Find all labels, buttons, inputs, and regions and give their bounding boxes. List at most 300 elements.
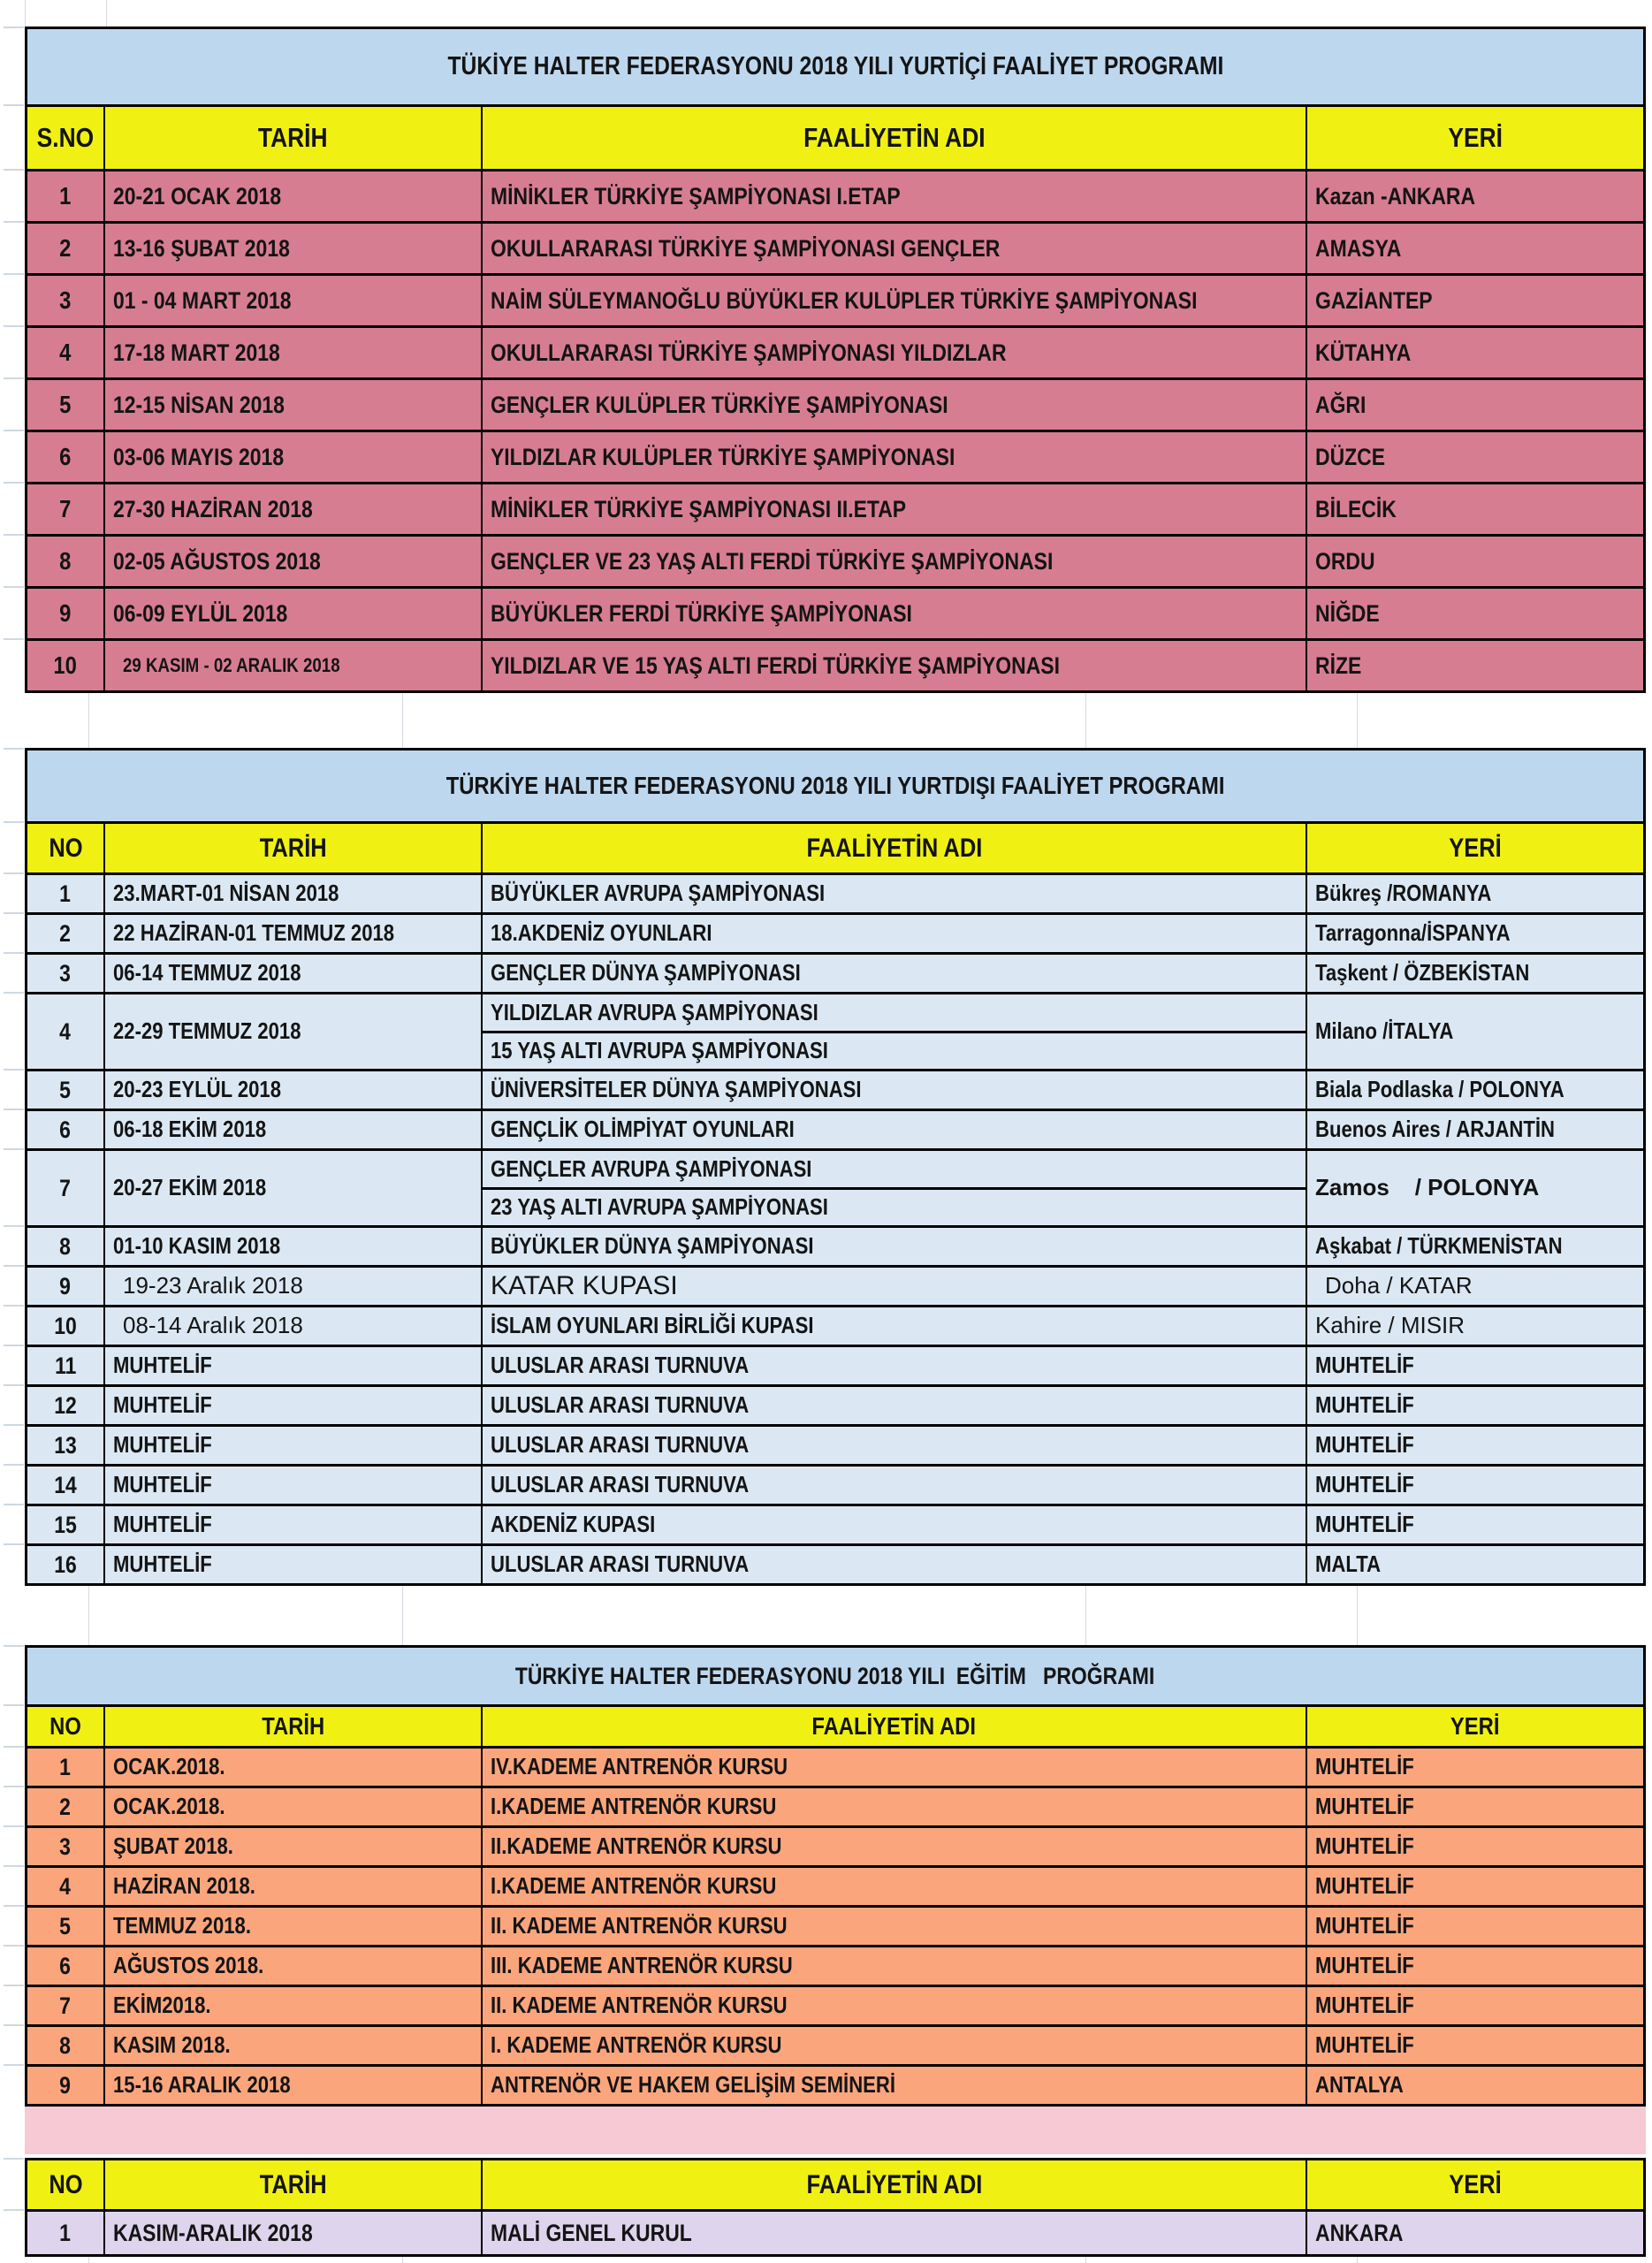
cell-date bbox=[105, 1947, 483, 1985]
cell-text: Aşkabat / TÜRKMENİSTAN bbox=[1315, 1232, 1563, 1260]
table-row bbox=[27, 641, 1643, 690]
cell-text: 22-29 TEMMUZ 2018 bbox=[113, 1017, 301, 1045]
cell-text: 6 bbox=[59, 1952, 72, 1979]
table-row bbox=[27, 955, 1643, 994]
cell-text: 9 bbox=[59, 2071, 72, 2099]
cell-text: 8 bbox=[59, 1232, 72, 1260]
gridline-artifact bbox=[106, 0, 107, 27]
table-row bbox=[27, 537, 1643, 589]
cell-text: BİLECİK bbox=[1315, 495, 1397, 522]
cell-place bbox=[1307, 1111, 1643, 1148]
cell-date bbox=[105, 589, 483, 638]
gridline-artifact bbox=[402, 2257, 403, 2263]
cell-text: 08-14 Aralık 2018 bbox=[123, 1312, 303, 1339]
cell-date bbox=[105, 484, 483, 534]
cell-activity bbox=[483, 1788, 1307, 1825]
cell-activity bbox=[483, 1828, 1307, 1865]
table-row bbox=[27, 1506, 1643, 1546]
cell-text: MUHTELİF bbox=[1315, 1872, 1414, 1900]
cell-text: 4 bbox=[59, 339, 72, 367]
cell-text: 13-16 ŞUBAT 2018 bbox=[113, 234, 290, 262]
cell-text: MUHTELİF bbox=[1315, 1391, 1414, 1419]
cell-no bbox=[27, 915, 105, 952]
cell-place bbox=[1307, 1347, 1643, 1384]
table-row bbox=[27, 1908, 1643, 1947]
cell-place bbox=[1307, 1151, 1643, 1225]
cell-text: 2 bbox=[59, 919, 72, 947]
cell-text: 01 - 04 MART 2018 bbox=[113, 286, 292, 314]
cell-date bbox=[105, 1987, 483, 2024]
cell-no bbox=[27, 1868, 105, 1905]
table-row-merged bbox=[27, 994, 1643, 1071]
cell-text: NAİM SÜLEYMANOĞLU BÜYÜKLER KULÜPLER TÜRKİYE ŞAMPİYONASI bbox=[491, 286, 1198, 314]
cell-activity bbox=[483, 276, 1307, 325]
cell-activity bbox=[483, 1467, 1307, 1504]
cell-text: 9 bbox=[59, 1272, 72, 1299]
cell-date bbox=[105, 1788, 483, 1825]
table-row bbox=[27, 276, 1643, 328]
cell-text: I. KADEME ANTRENÖR KURSU bbox=[491, 2031, 782, 2059]
cell-place bbox=[1307, 1947, 1643, 1985]
header-no-text: S.NO bbox=[36, 121, 95, 153]
cell-date bbox=[105, 1427, 483, 1464]
header-no bbox=[27, 824, 105, 872]
cell-place bbox=[1307, 1268, 1643, 1305]
cell-text: AMASYA bbox=[1315, 234, 1402, 262]
cell-place bbox=[1307, 224, 1643, 273]
table-row bbox=[27, 1307, 1643, 1347]
cell-no bbox=[27, 994, 105, 1069]
cell-text: BÜYÜKLER AVRUPA ŞAMPİYONASI bbox=[491, 880, 826, 907]
header-row bbox=[27, 2160, 1643, 2212]
header-no-text: NO bbox=[48, 2169, 83, 2199]
cell-text: 12 bbox=[54, 1391, 77, 1419]
cell-activity bbox=[483, 2212, 1307, 2254]
cell-place bbox=[1307, 1506, 1643, 1543]
cell-text: Kazan -ANKARA bbox=[1315, 182, 1476, 210]
table-title bbox=[27, 751, 1643, 824]
cell-text: 7 bbox=[59, 1992, 72, 2019]
cell-text: Zamos / POLONYA bbox=[1315, 1174, 1540, 1201]
cell-place bbox=[1307, 171, 1643, 221]
cell-text: KÜTAHYA bbox=[1315, 339, 1412, 366]
cell-place bbox=[1307, 432, 1643, 482]
cell-text: 10 bbox=[53, 651, 78, 680]
cell-date bbox=[105, 1111, 483, 1148]
cell-text: KATAR KUPASI bbox=[491, 1271, 678, 1301]
cell-text: 18.AKDENİZ OYUNLARI bbox=[491, 919, 712, 947]
header-activity-text: FAALİYETİN ADI bbox=[803, 121, 986, 153]
header-date-text: TARİH bbox=[259, 2169, 327, 2199]
cell-no bbox=[27, 875, 105, 912]
cell-activity bbox=[483, 1268, 1307, 1305]
cell-no bbox=[27, 641, 105, 690]
cell-date bbox=[105, 1868, 483, 1905]
cell-text: Milano /İTALYA bbox=[1315, 1017, 1454, 1045]
cell-text: GENÇLER DÜNYA ŞAMPİYONASI bbox=[491, 959, 801, 987]
cell-activity bbox=[483, 484, 1307, 534]
header-row bbox=[27, 1707, 1643, 1749]
cell-no bbox=[27, 1111, 105, 1148]
table-row bbox=[27, 915, 1643, 955]
gridline-artifact bbox=[1085, 693, 1086, 748]
cell-text: 7 bbox=[59, 1174, 72, 1201]
cell-text: MİNİKLER TÜRKİYE ŞAMPİYONASI II.ETAP bbox=[491, 495, 907, 522]
cell-place bbox=[1307, 1467, 1643, 1504]
gridline-artifact bbox=[1085, 2257, 1086, 2263]
cell-date bbox=[105, 1151, 483, 1225]
header-place-text: YERİ bbox=[1450, 1712, 1500, 1741]
cell-date bbox=[105, 432, 483, 482]
header-activity bbox=[483, 824, 1307, 872]
cell-activity bbox=[483, 380, 1307, 430]
cell-text: HAZİRAN 2018. bbox=[113, 1872, 255, 1900]
cell-no bbox=[27, 1749, 105, 1786]
cell-activity-top bbox=[483, 994, 1306, 1033]
cell-text: MİNİKLER TÜRKİYE ŞAMPİYONASI I.ETAP bbox=[491, 182, 901, 210]
header-activity bbox=[483, 2160, 1307, 2209]
cell-text: MUHTELİF bbox=[1315, 1912, 1414, 1939]
cell-text: KASIM-ARALIK 2018 bbox=[113, 2219, 313, 2246]
cell-text: 1 bbox=[59, 1753, 72, 1780]
cell-text: 06-09 EYLÜL 2018 bbox=[113, 599, 288, 627]
sheet-gap bbox=[25, 693, 1646, 748]
gridline-artifact bbox=[25, 0, 26, 27]
cell-date bbox=[105, 1071, 483, 1109]
header-place bbox=[1307, 2160, 1643, 2209]
cell-place bbox=[1307, 2027, 1643, 2064]
cell-activity bbox=[483, 1071, 1307, 1109]
cell-activity bbox=[483, 1427, 1307, 1464]
header-no bbox=[27, 1707, 105, 1746]
cell-text: 15-16 ARALIK 2018 bbox=[113, 2071, 291, 2099]
header-row bbox=[27, 824, 1643, 875]
cell-no bbox=[27, 589, 105, 638]
table-row bbox=[27, 1347, 1643, 1387]
gridline-artifact bbox=[1357, 1586, 1358, 1645]
cell-place bbox=[1307, 1828, 1643, 1865]
cell-text: GENÇLİK OLİMPİYAT OYUNLARI bbox=[491, 1116, 795, 1143]
cell-text: ÜNİVERSİTELER DÜNYA ŞAMPİYONASI bbox=[491, 1076, 862, 1103]
header-no-text: NO bbox=[49, 1712, 81, 1741]
cell-activity bbox=[483, 328, 1307, 377]
cell-text: 11 bbox=[54, 1352, 77, 1379]
cell-text: OCAK.2018. bbox=[113, 1793, 225, 1820]
cell-place bbox=[1307, 1788, 1643, 1825]
table-row bbox=[27, 1868, 1643, 1908]
cell-activity bbox=[483, 2067, 1307, 2104]
header-activity-text: FAALİYETİN ADI bbox=[806, 2169, 982, 2199]
cell-text: III. KADEME ANTRENÖR KURSU bbox=[491, 1952, 793, 1979]
cell-text: 16 bbox=[54, 1551, 77, 1578]
cell-text: MUHTELİF bbox=[1315, 1832, 1414, 1860]
cell-no bbox=[27, 380, 105, 430]
table-row bbox=[27, 1268, 1643, 1307]
cell-text: AĞRI bbox=[1315, 391, 1367, 418]
cell-activity bbox=[483, 915, 1307, 952]
table-row bbox=[27, 1111, 1643, 1151]
table-row bbox=[27, 589, 1643, 641]
cell-place bbox=[1307, 875, 1643, 912]
cell-date bbox=[105, 994, 483, 1069]
cell-no bbox=[27, 1151, 105, 1225]
cell-text: MUHTELİF bbox=[1315, 1952, 1414, 1979]
cell-place bbox=[1307, 2067, 1643, 2104]
cell-place bbox=[1307, 641, 1643, 690]
table-row-merged bbox=[27, 1151, 1643, 1228]
header-row bbox=[27, 107, 1643, 171]
cell-activity bbox=[483, 1111, 1307, 1148]
table-row bbox=[27, 1987, 1643, 2027]
table-title bbox=[27, 29, 1643, 107]
cell-text: 3 bbox=[59, 1832, 72, 1860]
cell-date bbox=[105, 1749, 483, 1786]
cell-text: 29 KASIM - 02 ARALIK 2018 bbox=[123, 654, 340, 677]
cell-activity-top bbox=[483, 1151, 1306, 1190]
cell-place bbox=[1307, 1987, 1643, 2024]
cell-no bbox=[27, 1307, 105, 1345]
cell-no bbox=[27, 1268, 105, 1305]
cell-text: 20-21 OCAK 2018 bbox=[113, 182, 282, 210]
cell-place bbox=[1307, 1546, 1643, 1583]
cell-activity-split bbox=[483, 1151, 1307, 1225]
cell-text: MUHTELİF bbox=[1315, 1352, 1414, 1379]
cell-no bbox=[27, 484, 105, 534]
cell-text: GENÇLER KULÜPLER TÜRKİYE ŞAMPİYONASI bbox=[491, 391, 948, 418]
cell-date bbox=[105, 641, 483, 690]
cell-text: ULUSLAR ARASI TURNUVA bbox=[491, 1352, 750, 1379]
cell-text: RİZE bbox=[1315, 651, 1362, 679]
cell-text: ULUSLAR ARASI TURNUVA bbox=[491, 1391, 750, 1419]
cell-text: MUHTELİF bbox=[1315, 1992, 1414, 2019]
cell-no bbox=[27, 2067, 105, 2104]
cell-text: 01-10 KASIM 2018 bbox=[113, 1232, 281, 1260]
gridline-artifact bbox=[1085, 1586, 1086, 1645]
cell-activity-bottom bbox=[483, 1033, 1306, 1070]
cell-date bbox=[105, 2027, 483, 2064]
cell-date bbox=[105, 955, 483, 992]
cell-place bbox=[1307, 915, 1643, 952]
cell-no bbox=[27, 1947, 105, 1985]
header-place-text: YERİ bbox=[1448, 121, 1503, 153]
cell-text: I.KADEME ANTRENÖR KURSU bbox=[491, 1872, 777, 1900]
table-row bbox=[27, 1467, 1643, 1506]
cell-activity bbox=[483, 171, 1307, 221]
cell-text: II. KADEME ANTRENÖR KURSU bbox=[491, 1992, 788, 2019]
cell-text: MUHTELİF bbox=[1315, 1753, 1414, 1780]
cell-text: AĞUSTOS 2018. bbox=[113, 1952, 264, 1979]
header-activity-text: FAALİYETİN ADI bbox=[811, 1712, 977, 1741]
cell-text: 8 bbox=[59, 547, 72, 575]
general-assembly-table bbox=[25, 2158, 1646, 2257]
cell-text: NİĞDE bbox=[1315, 599, 1380, 627]
cell-no bbox=[27, 1071, 105, 1109]
table-title bbox=[27, 1648, 1643, 1707]
cell-place bbox=[1307, 276, 1643, 325]
cell-text: 19-23 Aralık 2018 bbox=[123, 1272, 303, 1299]
cell-date bbox=[105, 1387, 483, 1424]
cell-date bbox=[105, 276, 483, 325]
header-activity-text: FAALİYETİN ADI bbox=[806, 833, 982, 863]
gridline-artifact bbox=[1357, 693, 1358, 748]
cell-place bbox=[1307, 2212, 1643, 2254]
table-title-text: TÜRKİYE HALTER FEDERASYONU 2018 YILI YURTDIŞI FAALİYET PROGRAMI bbox=[445, 772, 1225, 800]
cell-text: Tarragonna/İSPANYA bbox=[1315, 919, 1511, 947]
cell-activity bbox=[483, 875, 1307, 912]
cell-text: ORDU bbox=[1315, 547, 1375, 575]
cell-activity bbox=[483, 589, 1307, 638]
cell-activity bbox=[483, 1749, 1307, 1786]
cell-no bbox=[27, 276, 105, 325]
header-date bbox=[105, 1707, 483, 1746]
cell-text: Doha / KATAR bbox=[1325, 1272, 1473, 1299]
cell-no bbox=[27, 955, 105, 992]
cell-text: 15 bbox=[54, 1511, 77, 1538]
table-row bbox=[27, 171, 1643, 224]
cell-text: MUHTELİF bbox=[113, 1471, 212, 1498]
cell-text: MUHTELİF bbox=[1315, 1431, 1414, 1459]
cell-text: MUHTELİF bbox=[113, 1551, 212, 1578]
cell-text: 2 bbox=[59, 234, 72, 263]
cell-place bbox=[1307, 1307, 1643, 1345]
cell-text: 1 bbox=[59, 2219, 72, 2246]
cell-activity bbox=[483, 1228, 1307, 1265]
cell-text: Buenos Aires / ARJANTİN bbox=[1315, 1116, 1555, 1143]
cell-activity bbox=[483, 224, 1307, 273]
sheet-gap-bottom bbox=[25, 2257, 1646, 2263]
cell-place bbox=[1307, 994, 1643, 1069]
header-date-text: TARİH bbox=[258, 121, 328, 153]
table-row bbox=[27, 1071, 1643, 1111]
cell-text: 20-23 EYLÜL 2018 bbox=[113, 1076, 282, 1103]
cell-text: Taşkent / ÖZBEKİSTAN bbox=[1315, 959, 1530, 987]
cell-no bbox=[27, 2212, 105, 2254]
cell-text: 14 bbox=[54, 1471, 77, 1498]
cell-activity bbox=[483, 1387, 1307, 1424]
table-row bbox=[27, 1788, 1643, 1828]
table-row bbox=[27, 224, 1643, 276]
cell-no bbox=[27, 1788, 105, 1825]
cell-text: OCAK.2018. bbox=[113, 1753, 225, 1780]
cell-text: 23 YAŞ ALTI AVRUPA ŞAMPİYONASI bbox=[491, 1193, 828, 1221]
table-row bbox=[27, 2212, 1643, 2254]
cell-text: 5 bbox=[59, 1912, 72, 1939]
cell-date bbox=[105, 915, 483, 952]
table-row bbox=[27, 1387, 1643, 1427]
cell-no bbox=[27, 1347, 105, 1384]
cell-text: 2 bbox=[59, 1793, 72, 1820]
gridline-artifact bbox=[88, 2257, 89, 2263]
header-activity bbox=[483, 107, 1307, 169]
cell-text: 06-18 EKİM 2018 bbox=[113, 1116, 267, 1143]
cell-text: AKDENİZ KUPASI bbox=[491, 1511, 656, 1538]
table-row bbox=[27, 484, 1643, 537]
table-row bbox=[27, 380, 1643, 432]
cell-no bbox=[27, 1546, 105, 1583]
cell-no bbox=[27, 537, 105, 586]
cell-date bbox=[105, 380, 483, 430]
cell-no bbox=[27, 1228, 105, 1265]
table-row bbox=[27, 1828, 1643, 1868]
cell-place bbox=[1307, 1908, 1643, 1945]
cell-activity bbox=[483, 1868, 1307, 1905]
cell-activity bbox=[483, 1347, 1307, 1384]
cell-text: 8 bbox=[59, 2031, 72, 2059]
cell-text: MUHTELİF bbox=[113, 1352, 212, 1379]
cell-text: OKULLARARASI TÜRKİYE ŞAMPİYONASI YILDIZLAR bbox=[491, 339, 1007, 366]
cell-activity bbox=[483, 1307, 1307, 1345]
cell-text: 4 bbox=[59, 1872, 72, 1900]
cell-text: 7 bbox=[59, 495, 72, 523]
table-row bbox=[27, 1228, 1643, 1268]
cell-activity bbox=[483, 1506, 1307, 1543]
cell-date bbox=[105, 1268, 483, 1305]
cell-text: YILDIZLAR VE 15 YAŞ ALTI FERDİ TÜRKİYE ŞAMPİYONASI bbox=[491, 651, 1060, 679]
cell-text: OKULLARARASI TÜRKİYE ŞAMPİYONASI GENÇLER bbox=[491, 234, 1001, 262]
cell-text: MUHTELİF bbox=[113, 1511, 212, 1538]
header-place bbox=[1307, 1707, 1643, 1746]
cell-text: ULUSLAR ARASI TURNUVA bbox=[491, 1551, 750, 1578]
cell-date bbox=[105, 537, 483, 586]
education-program-table bbox=[25, 1645, 1646, 2107]
international-program-table bbox=[25, 748, 1646, 1586]
table-row bbox=[27, 1749, 1643, 1788]
cell-text: 4 bbox=[59, 1017, 72, 1045]
cell-place bbox=[1307, 380, 1643, 430]
cell-text: 1 bbox=[59, 880, 72, 907]
cell-text: 17-18 MART 2018 bbox=[113, 339, 280, 366]
cell-text: MALİ GENEL KURUL bbox=[491, 2219, 692, 2246]
cell-no bbox=[27, 1467, 105, 1504]
cell-text: YILDIZLAR AVRUPA ŞAMPİYONASI bbox=[491, 998, 818, 1025]
cell-text: 27-30 HAZİRAN 2018 bbox=[113, 495, 313, 522]
cell-no bbox=[27, 1427, 105, 1464]
domestic-program-table bbox=[25, 27, 1646, 693]
table-row bbox=[27, 1947, 1643, 1987]
cell-text: Kahire / MISIR bbox=[1315, 1312, 1465, 1339]
cell-text: YILDIZLAR KULÜPLER TÜRKİYE ŞAMPİYONASI bbox=[491, 443, 955, 470]
header-date-text: TARİH bbox=[259, 833, 327, 863]
cell-text: II. KADEME ANTRENÖR KURSU bbox=[491, 1912, 788, 1939]
cell-text: ULUSLAR ARASI TURNUVA bbox=[491, 1471, 750, 1498]
cell-activity bbox=[483, 1546, 1307, 1583]
cell-text: GAZİANTEP bbox=[1315, 286, 1433, 314]
table-title-text: TÜKİYE HALTER FEDERASYONU 2018 YILI YURTİÇİ FAALİYET PROGRAMI bbox=[447, 52, 1223, 81]
cell-no bbox=[27, 432, 105, 482]
cell-date bbox=[105, 328, 483, 377]
cell-text: 9 bbox=[59, 599, 72, 628]
table-title-text: TÜRKİYE HALTER FEDERASYONU 2018 YILI EĞİTİM PROĞRAMI bbox=[515, 1662, 1155, 1689]
cell-text: ANTRENÖR VE HAKEM GELİŞİM SEMİNERİ bbox=[491, 2071, 896, 2099]
cell-activity bbox=[483, 1987, 1307, 2024]
cell-text: 6 bbox=[59, 443, 72, 471]
cell-text: 3 bbox=[59, 286, 72, 315]
cell-text: MUHTELİF bbox=[1315, 1511, 1414, 1538]
cell-text: GENÇLER AVRUPA ŞAMPİYONASI bbox=[491, 1154, 812, 1182]
cell-date bbox=[105, 2067, 483, 2104]
cell-text: MUHTELİF bbox=[1315, 1793, 1414, 1820]
cell-text: ANKARA bbox=[1315, 2219, 1404, 2246]
header-no bbox=[27, 2160, 105, 2209]
table-row bbox=[27, 328, 1643, 380]
cell-place bbox=[1307, 484, 1643, 534]
table-row bbox=[27, 432, 1643, 484]
cell-no bbox=[27, 224, 105, 273]
cell-text: Bükreş /ROMANYA bbox=[1315, 880, 1492, 907]
cell-text: ULUSLAR ARASI TURNUVA bbox=[491, 1431, 750, 1459]
cell-text: DÜZCE bbox=[1315, 443, 1386, 470]
cell-place bbox=[1307, 1228, 1643, 1265]
